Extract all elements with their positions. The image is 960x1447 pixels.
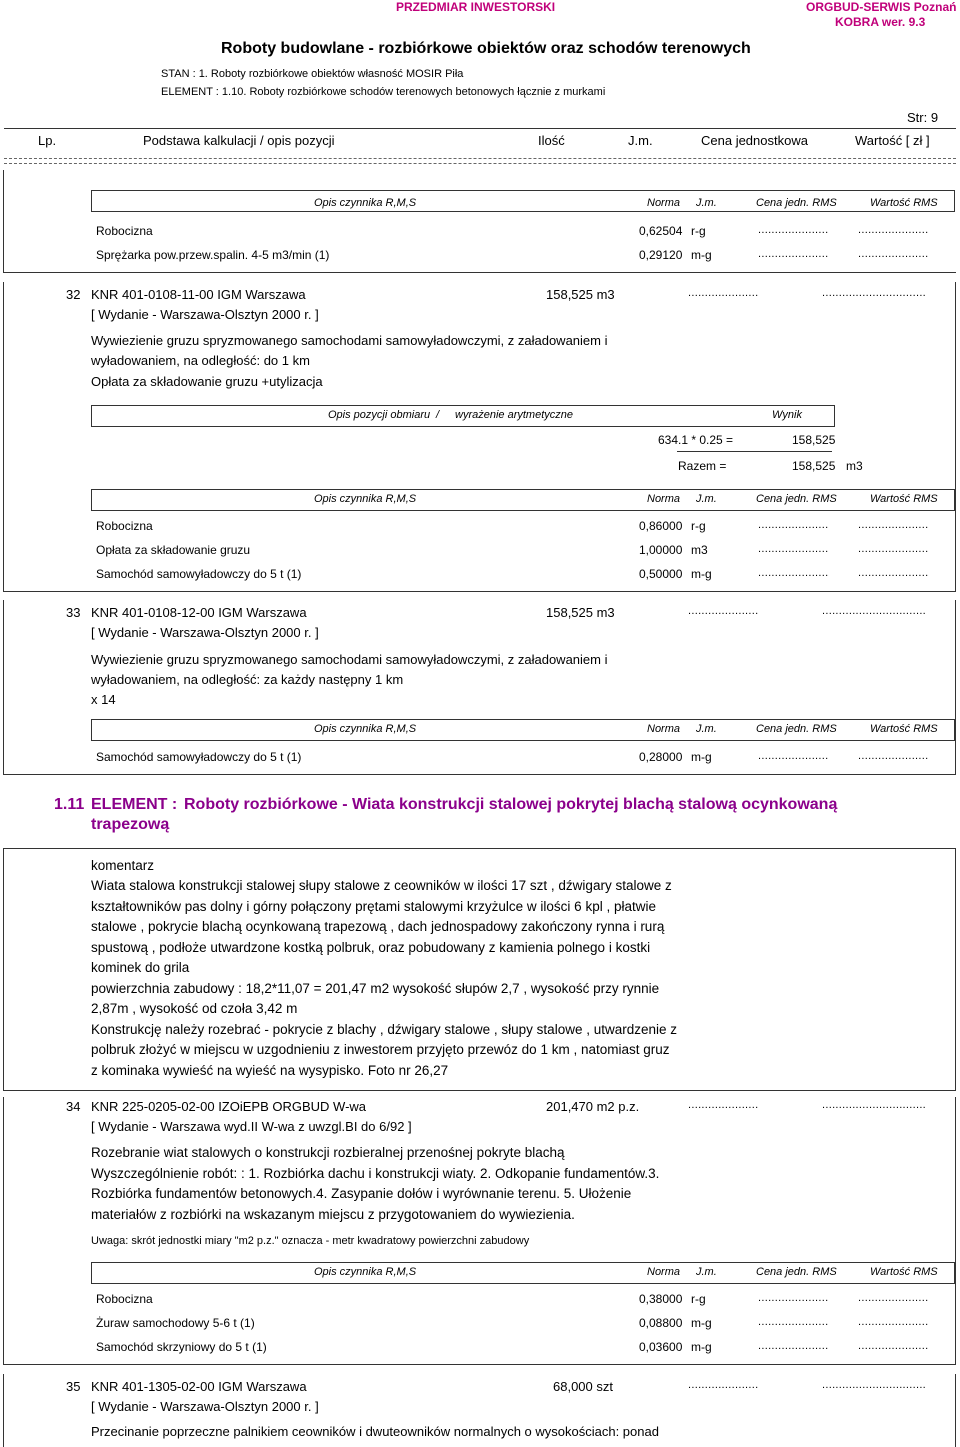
rms-row-price-dots: ..................... bbox=[758, 1340, 829, 1352]
position-price-dots: ..................... bbox=[688, 287, 759, 299]
rms-row-value-dots: ..................... bbox=[858, 567, 929, 579]
rms-header-jm: J.m. bbox=[696, 493, 717, 505]
block-left-border bbox=[3, 282, 4, 591]
element-line: ELEMENT : 1.10. Roboty rozbiórkowe schodów terenowych betonowych łącznie z murkami bbox=[161, 86, 606, 98]
rms-row-name: Samochód samowyładowczy do 5 t (1) bbox=[96, 567, 302, 581]
position-quantity: 68,000 szt bbox=[553, 1379, 613, 1394]
block-right-border bbox=[955, 848, 956, 1090]
position-description: Wyszczególnienie robót: : 1. Rozbiórka dachu i konstrukcji wiaty. 2. Odkopanie fundamentów.3. bbox=[91, 1165, 660, 1181]
rms-row-norma: 0,29120 bbox=[639, 248, 683, 262]
obmiar-header-wynik: Wynik bbox=[772, 409, 802, 421]
position-price-dots: ..................... bbox=[688, 1379, 759, 1391]
block-right-border bbox=[955, 1374, 956, 1447]
col-lp: Lp. bbox=[38, 133, 57, 148]
rms-row-norma: 0,08800 bbox=[639, 1316, 683, 1330]
block-right-border bbox=[955, 1097, 956, 1364]
element-title: Roboty rozbiórkowe - Wiata konstrukcji stalowej pokrytej blachą stalową ocynkowaną bbox=[184, 796, 838, 813]
comment-line: Konstrukcję należy rozebrać - pokrycie z blachy , dźwigary stalowe , słupy stalowe , utwardzenie z bbox=[91, 1021, 678, 1037]
rms-row-jm: m-g bbox=[691, 1316, 712, 1330]
rms-row-name: Robocizna bbox=[96, 519, 153, 533]
element-label: ELEMENT : bbox=[91, 796, 178, 813]
rms-row-jm: m3 bbox=[691, 543, 708, 557]
block-separator bbox=[3, 1364, 956, 1365]
position-description: Opłata za składowanie gruzu +utylizacja bbox=[91, 374, 323, 389]
rms-row-jm: r-g bbox=[691, 519, 706, 533]
rms-row-name: Żuraw samochodowy 5-6 t (1) bbox=[96, 1316, 255, 1330]
element-title-continued: trapezową bbox=[91, 816, 170, 833]
comment-line: Wiata stalowa konstrukcji stalowej słupy stalowe z ceowników w ilości 17 szt , dźwigary stalowe z bbox=[91, 878, 672, 893]
position-edition: [ Wydanie - Warszawa wyd.II W-wa z uwzgl.BI do 6/92 ] bbox=[91, 1119, 412, 1134]
obmiar-header-slash: / bbox=[436, 409, 440, 421]
block-separator bbox=[3, 774, 956, 775]
rms-row-value-dots: ..................... bbox=[858, 1292, 929, 1304]
rms-row-price-dots: ..................... bbox=[758, 1292, 829, 1304]
obmiar-razem-unit: m3 bbox=[846, 459, 863, 473]
header-bottom-rule-2 bbox=[4, 163, 956, 164]
comment-line: kominek do grila bbox=[91, 960, 190, 975]
rms-row-norma: 0,38000 bbox=[639, 1292, 683, 1306]
obmiar-header-wyrazenie: wyrażenie arytmetyczne bbox=[455, 409, 573, 421]
rms-header-norma: Norma bbox=[647, 493, 681, 505]
position-code: KNR 401-0108-12-00 IGM Warszawa bbox=[91, 605, 307, 620]
position-note: Uwaga: skrót jednostki miary "m2 p.z." oznacza - metr kwadratowy powierzchni zabudowy bbox=[91, 1235, 530, 1247]
rms-header-opis: Opis czynnika R,M,S bbox=[314, 723, 417, 735]
rms-row-value-dots: ..................... bbox=[858, 1340, 929, 1352]
rms-row-price-dots: ..................... bbox=[758, 248, 829, 260]
rms-header-jm: J.m. bbox=[696, 1266, 717, 1278]
rms-row-norma: 1,00000 bbox=[639, 543, 683, 557]
obmiar-expression: 634.1 * 0.25 = bbox=[658, 433, 734, 447]
position-edition: [ Wydanie - Warszawa-Olsztyn 2000 r. ] bbox=[91, 307, 319, 322]
rms-row-norma: 0,28000 bbox=[639, 750, 683, 764]
rms-row-value-dots: ..................... bbox=[858, 543, 929, 555]
block-right-border bbox=[955, 600, 956, 774]
obmiar-result: 158,525 bbox=[792, 433, 836, 447]
position-description: wyładowaniem, na odległość: do 1 km bbox=[91, 353, 310, 368]
position-price-dots: ..................... bbox=[688, 1099, 759, 1111]
rms-header-cena: Cena jedn. RMS bbox=[756, 723, 837, 735]
page-title: Roboty budowlane - rozbiórkowe obiektów oraz schodów terenowych bbox=[221, 40, 751, 57]
position-description: Przecinanie poprzeczne palnikiem ceowników i dwuteowników normalnych o wysokościach: ponad bbox=[91, 1424, 659, 1439]
rms-row-jm: m-g bbox=[691, 1340, 712, 1354]
rms-row-price-dots: ..................... bbox=[758, 543, 829, 555]
rms-row-name: Sprężarka pow.przew.spalin. 4-5 m3/min (1) bbox=[96, 248, 330, 262]
rms-row-name: Samochód samowyładowczy do 5 t (1) bbox=[96, 750, 302, 764]
header-top-rule bbox=[4, 128, 956, 129]
comment-line: polbruk złożyć w miejscu w uzgodnieniu z inwestorem przyjęto przewóz do 1 km , natomiast gruz bbox=[91, 1042, 670, 1057]
rms-row-price-dots: ..................... bbox=[758, 750, 829, 762]
comment-line: stalowe , pokrycie blachą ocynkowaną trapezową , dach jednospadowy zakończony rynna i rurą bbox=[91, 919, 665, 934]
rms-row-value-dots: ..................... bbox=[858, 1316, 929, 1328]
header-bottom-rule bbox=[4, 158, 956, 159]
rms-header-jm: J.m. bbox=[696, 197, 717, 209]
block-separator bbox=[3, 591, 956, 592]
header-version: KOBRA wer. 9.3 bbox=[835, 15, 926, 29]
rms-row-value-dots: ..................... bbox=[858, 248, 929, 260]
comment-line: z kominaka wywieść na wyieść na wysypisko. Foto nr 26,27 bbox=[91, 1062, 449, 1078]
rms-header-wartosc: Wartość RMS bbox=[870, 493, 938, 505]
block-separator bbox=[3, 272, 956, 273]
rms-header-wartosc: Wartość RMS bbox=[870, 1266, 938, 1278]
position-description: Rozbiórka fundamentów betonowych.4. Zasypanie dołów i wyrównanie terenu. 5. Ułożenie bbox=[91, 1186, 632, 1201]
rms-row-value-dots: ..................... bbox=[858, 224, 929, 236]
position-value-dots: ............................... bbox=[822, 1099, 927, 1111]
position-code: KNR 225-0205-02-00 IZOiEPB ORGBUD W-wa bbox=[91, 1099, 367, 1114]
rms-row-jm: m-g bbox=[691, 567, 712, 581]
comment-line: powierzchnia zabudowy : 18,2*11,07 = 201,47 m2 wysokość słupów 2,7 , wysokość przy rynnie bbox=[91, 980, 660, 996]
position-number: 35 bbox=[66, 1379, 81, 1394]
rms-header-opis: Opis czynnika R,M,S bbox=[314, 493, 417, 505]
rms-row-name: Opłata za składowanie gruzu bbox=[96, 543, 251, 557]
rms-row-name: Robocizna bbox=[96, 1292, 153, 1306]
rms-row-name: Robocizna bbox=[96, 224, 153, 238]
rms-header-norma: Norma bbox=[647, 197, 681, 209]
position-value-dots: ............................... bbox=[822, 287, 927, 299]
position-value-dots: ............................... bbox=[822, 605, 927, 617]
rms-header-norma: Norma bbox=[647, 1266, 681, 1278]
rms-row-norma: 0,62504 bbox=[639, 224, 683, 238]
block-left-border bbox=[3, 170, 4, 272]
position-code: KNR 401-1305-02-00 IGM Warszawa bbox=[91, 1379, 307, 1394]
position-description: x 14 bbox=[91, 692, 116, 707]
page-number: Str: 9 bbox=[907, 110, 939, 125]
position-description: Wywiezienie gruzu spryzmowanego samochodami samowyładowczymi, z załadowaniem i bbox=[91, 652, 608, 667]
position-edition: [ Wydanie - Warszawa-Olsztyn 2000 r. ] bbox=[91, 1399, 319, 1414]
stan-line: STAN : 1. Roboty rozbiórkowe obiektów własność MOSIR Piła bbox=[161, 68, 464, 80]
rms-row-jm: r-g bbox=[691, 224, 706, 238]
rms-row-price-dots: ..................... bbox=[758, 224, 829, 236]
col-wartosc: Wartość [ zł ] bbox=[855, 133, 930, 148]
comment-top-rule bbox=[3, 848, 956, 849]
rms-row-norma: 0,86000 bbox=[639, 519, 683, 533]
position-quantity: 158,525 m3 bbox=[546, 605, 615, 620]
rms-header-cena: Cena jedn. RMS bbox=[756, 493, 837, 505]
position-number: 32 bbox=[66, 287, 81, 302]
rms-row-jm: m-g bbox=[691, 750, 712, 764]
rms-header-opis: Opis czynnika R,M,S bbox=[314, 197, 417, 209]
position-description: materiałów z rozbiórki na wskazanym miejscu z przygotowaniem do wywiezienia. bbox=[91, 1206, 575, 1222]
block-separator bbox=[3, 1090, 956, 1091]
comment-label: komentarz bbox=[91, 858, 155, 873]
col-podstawa: Podstawa kalkulacji / opis pozycji bbox=[143, 133, 335, 148]
position-description: wyładowaniem, na odległość: za każdy następny 1 km bbox=[91, 672, 404, 687]
rms-header-cena: Cena jedn. RMS bbox=[756, 1266, 837, 1278]
rms-header-cena: Cena jedn. RMS bbox=[756, 197, 837, 209]
rms-row-value-dots: ..................... bbox=[858, 750, 929, 762]
rms-row-price-dots: ..................... bbox=[758, 567, 829, 579]
position-code: KNR 401-0108-11-00 IGM Warszawa bbox=[91, 287, 306, 302]
position-value-dots: ............................... bbox=[822, 1379, 927, 1391]
rms-row-jm: m-g bbox=[691, 248, 712, 262]
position-edition: [ Wydanie - Warszawa-Olsztyn 2000 r. ] bbox=[91, 625, 319, 640]
rms-row-name: Samochód skrzyniowy do 5 t (1) bbox=[96, 1340, 267, 1354]
rms-row-value-dots: ..................... bbox=[858, 519, 929, 531]
position-description: Wywiezienie gruzu spryzmowanego samochodami samowyładowczymi, z załadowaniem i bbox=[91, 333, 608, 348]
rms-row-price-dots: ..................... bbox=[758, 519, 829, 531]
comment-line: spustową , podłoże utwardzone kostką polbruk, oraz pobudowany z kamienia polnego i kostki bbox=[91, 939, 651, 955]
position-number: 33 bbox=[66, 605, 81, 620]
block-left-border bbox=[3, 1374, 4, 1447]
position-number: 34 bbox=[66, 1099, 81, 1114]
rms-header-wartosc: Wartość RMS bbox=[870, 197, 938, 209]
rms-row-jm: r-g bbox=[691, 1292, 706, 1306]
position-price-dots: ..................... bbox=[688, 605, 759, 617]
obmiar-razem-value: 158,525 bbox=[792, 459, 836, 473]
col-jm: J.m. bbox=[628, 133, 653, 148]
position-quantity: 158,525 m3 bbox=[546, 287, 615, 302]
block-left-border bbox=[3, 600, 4, 774]
rms-header-jm: J.m. bbox=[696, 723, 717, 735]
rms-row-price-dots: ..................... bbox=[758, 1316, 829, 1328]
block-left-border bbox=[3, 848, 4, 1090]
col-ilosc: Ilość bbox=[538, 133, 565, 148]
element-number: 1.11 bbox=[54, 796, 85, 813]
header-center: PRZEDMIAR INWESTORSKI bbox=[396, 0, 556, 14]
rms-row-norma: 0,50000 bbox=[639, 567, 683, 581]
header-company: ORGBUD-SERWIS Poznań bbox=[806, 0, 957, 14]
position-quantity: 201,470 m2 p.z. bbox=[546, 1099, 640, 1114]
obmiar-sum-rule bbox=[677, 451, 832, 452]
obmiar-header-opis: Opis pozycji obmiaru bbox=[328, 409, 431, 421]
col-cena: Cena jednostkowa bbox=[701, 133, 808, 148]
position-description: Rozebranie wiat stalowych o konstrukcji rozbieralnej przenośnej pokryte blachą bbox=[91, 1145, 565, 1160]
rms-row-norma: 0,03600 bbox=[639, 1340, 683, 1354]
comment-line: 2,87m , wysokość od czoła 3,42 m bbox=[91, 1001, 298, 1016]
rms-header-norma: Norma bbox=[647, 723, 681, 735]
rms-header-wartosc: Wartość RMS bbox=[870, 723, 938, 735]
obmiar-razem-label: Razem = bbox=[678, 459, 727, 473]
block-left-border bbox=[3, 1097, 4, 1364]
rms-header-opis: Opis czynnika R,M,S bbox=[314, 1266, 417, 1278]
comment-line: kształtowników pas dolny i górny połączony prętami stalowymi krzyżulce w ilości 6 kpl , płatwie bbox=[91, 898, 656, 914]
block-right-border bbox=[955, 282, 956, 591]
